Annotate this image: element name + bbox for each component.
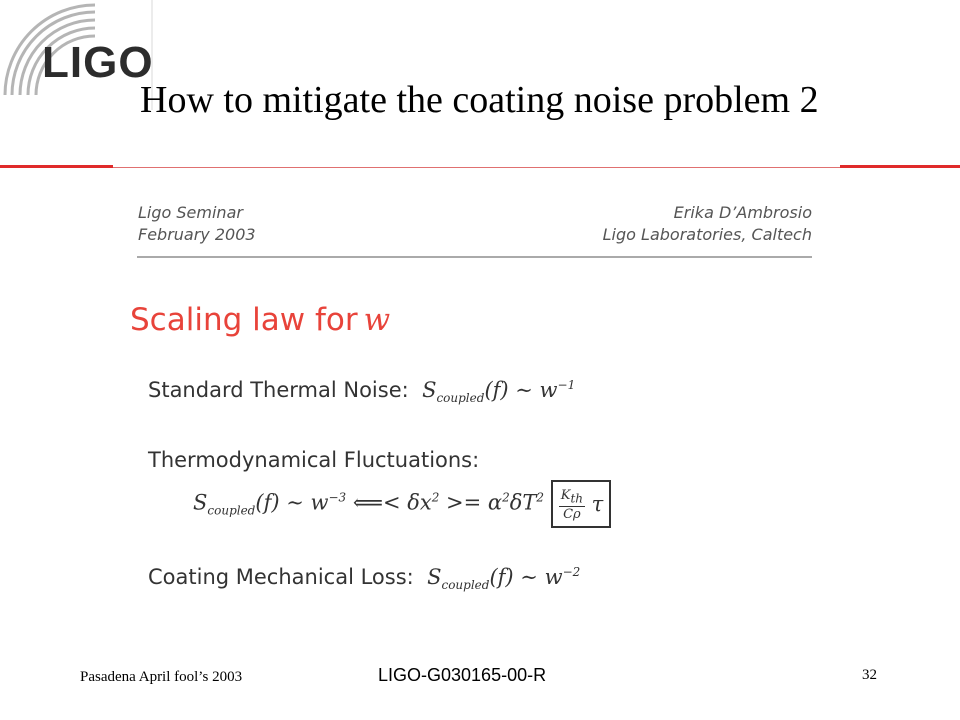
title-rule-left [0,165,113,168]
ligo-logo-text: LIGO [42,38,154,87]
embedded-header-rule [137,256,812,258]
ligo-logo [0,0,155,110]
footer-document-id: LIGO-G030165-00-R [378,665,547,685]
coating-mechanical-loss-formula: $S_{coupled}(f)$ ∼ $w^{-2}$ [420,565,581,593]
embedded-header-right [603,202,812,246]
formula-bracket: $\frac{K_{th}}{C\rho}$ τ [551,480,612,528]
seminar-date: February 2003 [138,225,256,244]
thermodynamical-fluctuations-formula: $S_{coupled}(f)$ ∼ $w^{-3}$ ⟸< $\delta x^2 >= \alpha^2\delta T^2$ $\frac{K_{th}}{C\rho}$ τ [193,480,611,528]
heading-text: Scaling law for [130,302,358,338]
coating-mechanical-loss-label: Coating Mechanical Loss: [148,565,414,589]
heading-variable: w [363,302,391,338]
standard-thermal-noise-formula: $S_{coupled}(f)$ ∼ $w^{-1}$ [415,378,576,406]
footer-location: Pasadena April fool’s 2003 [80,669,243,685]
author-affiliation: Ligo Laboratories, Caltech [602,225,812,244]
standard-thermal-noise-line [148,378,575,405]
seminar-name: Ligo Seminar [138,203,243,222]
coating-mechanical-loss-line [148,565,580,592]
page-number: 32 [862,667,877,683]
author-name: Erika D’Ambrosio [673,203,812,222]
thermodynamical-fluctuations-line: Thermodynamical Fluctuations: [148,448,480,472]
formula-fraction: $\frac{K_{th}}{C\rho}$ [560,487,583,523]
embedded-heading [130,302,390,338]
embedded-slide-image [115,190,840,610]
embedded-header-left [138,202,256,246]
title-rule-right [840,165,960,168]
slide-title: How to mitigate the coating noise problem 2 [140,79,819,121]
standard-thermal-noise-label: Standard Thermal Noise: [148,378,409,402]
title-rule [113,167,840,168]
